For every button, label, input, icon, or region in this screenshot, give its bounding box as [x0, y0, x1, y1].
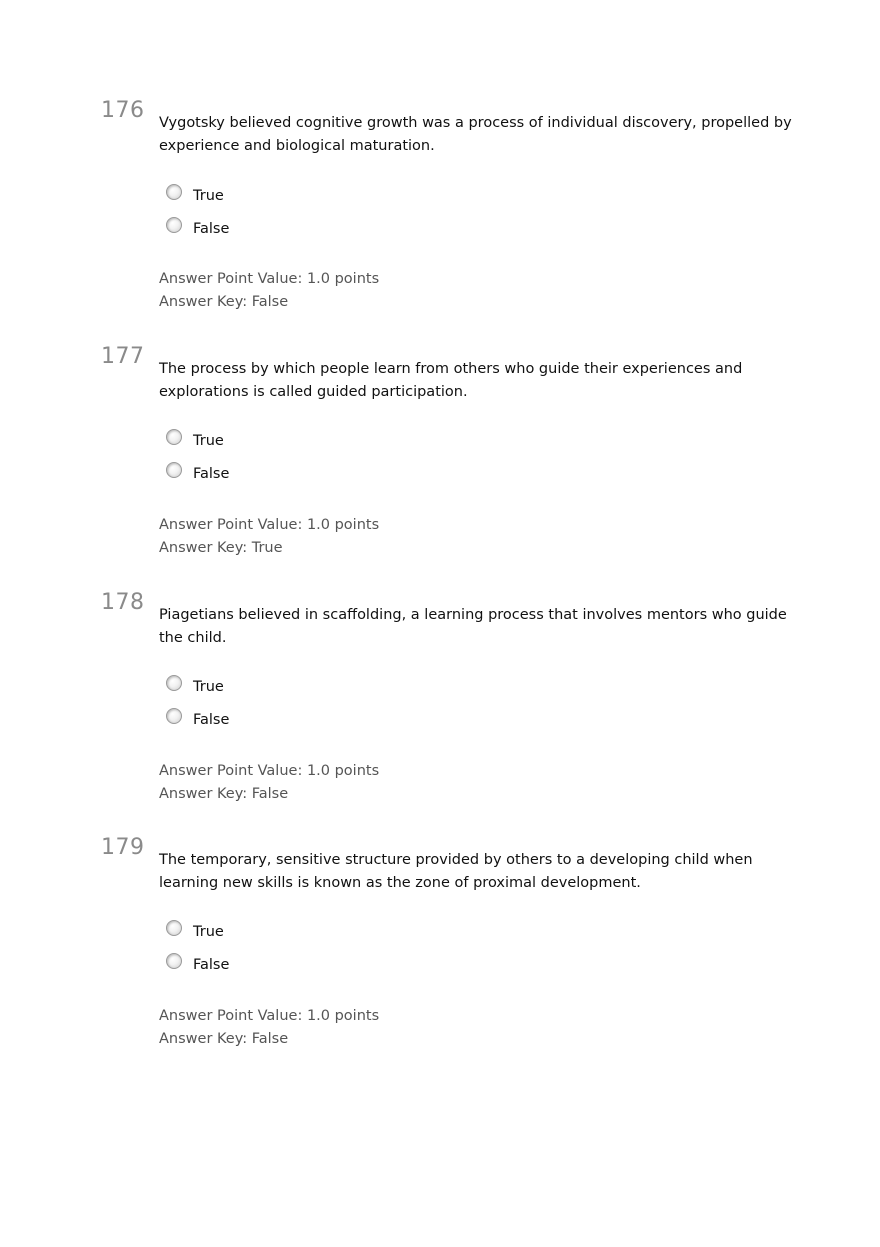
answer-key: Answer Key: False [159, 1031, 289, 1047]
question-number: 177 [101, 344, 145, 369]
question-text: Vygotsky believed cognitive growth was a process of individual discovery, propelled by experience and biological maturation. [159, 115, 792, 154]
option-label: True [193, 924, 224, 940]
question-178 [0, 590, 880, 830]
option-true[interactable] [166, 921, 224, 943]
radio-button-icon[interactable] [166, 184, 182, 200]
option-label: False [193, 957, 230, 973]
radio-button-icon[interactable] [166, 675, 182, 691]
option-label: False [193, 712, 230, 728]
radio-button-icon[interactable] [166, 217, 182, 233]
question-text: The process by which people learn from others who guide their experiences and explorations is called guided participation. [159, 361, 743, 400]
option-label: True [193, 433, 224, 449]
question-number: 176 [101, 98, 145, 123]
answer-point-value: Answer Point Value: 1.0 points [159, 1008, 380, 1024]
option-true[interactable] [166, 676, 224, 698]
question-176 [0, 98, 880, 338]
answer-key: Answer Key: True [159, 540, 283, 556]
option-true[interactable] [166, 430, 224, 452]
radio-button-icon[interactable] [166, 953, 182, 969]
option-false[interactable] [166, 709, 229, 731]
option-label: True [193, 188, 224, 204]
question-text: Piagetians believed in scaffolding, a learning process that involves mentors who guide the child. [159, 607, 787, 646]
option-label: True [193, 679, 224, 695]
radio-button-icon[interactable] [166, 429, 182, 445]
question-number: 179 [101, 835, 145, 860]
radio-button-icon[interactable] [166, 708, 182, 724]
question-179 [0, 835, 880, 1075]
option-true[interactable] [166, 185, 224, 207]
question-text: The temporary, sensitive structure provided by others to a developing child when learning new skills is known as the zone of proximal development. [159, 852, 753, 891]
answer-key: Answer Key: False [159, 294, 289, 310]
option-false[interactable] [166, 218, 229, 240]
question-number: 178 [101, 590, 145, 615]
answer-point-value: Answer Point Value: 1.0 points [159, 517, 380, 533]
answer-point-value: Answer Point Value: 1.0 points [159, 271, 380, 287]
option-label: False [193, 221, 230, 237]
radio-button-icon[interactable] [166, 920, 182, 936]
answer-key: Answer Key: False [159, 786, 289, 802]
option-false[interactable] [166, 463, 229, 485]
option-label: False [193, 466, 230, 482]
option-false[interactable] [166, 954, 229, 976]
question-177 [0, 344, 880, 584]
answer-point-value: Answer Point Value: 1.0 points [159, 763, 380, 779]
radio-button-icon[interactable] [166, 462, 182, 478]
